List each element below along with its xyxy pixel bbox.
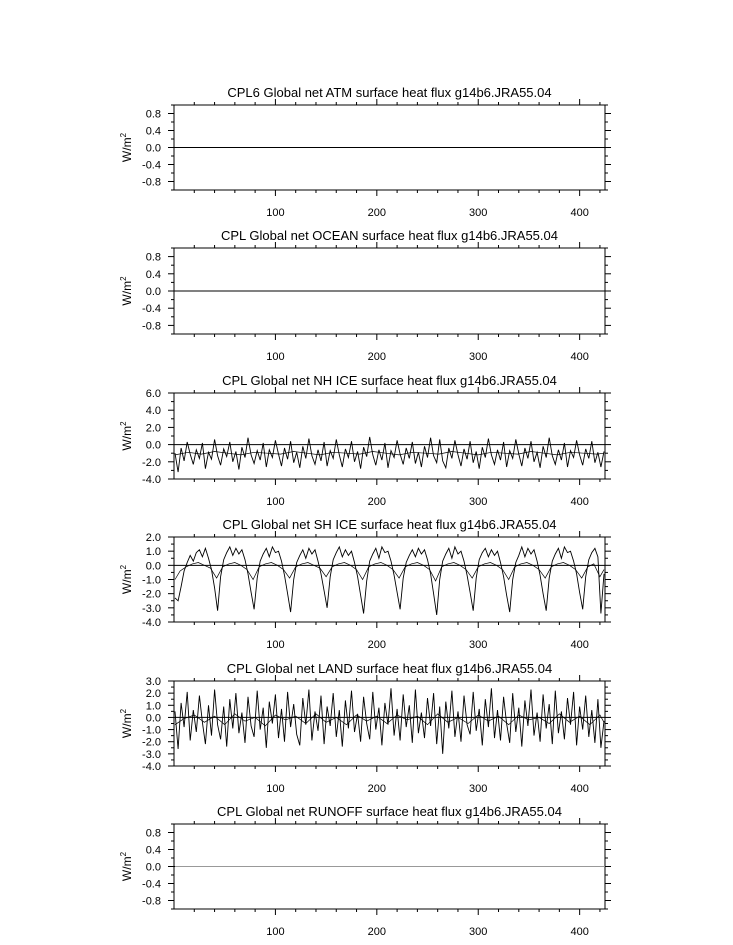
x-tick-label: 300 (469, 351, 488, 363)
y-tick-label: -1.0 (142, 574, 161, 587)
series-line-2 (175, 452, 604, 455)
x-tick-label: 200 (367, 496, 387, 508)
chart-title: CPL Global net RUNOFF surface heat flux g14b6.JRA55.04 (217, 804, 562, 819)
x-tick-label: 400 (570, 351, 589, 363)
y-axis-label-superscript: 2 (119, 851, 128, 857)
y-axis-label-superscript: 2 (119, 276, 128, 281)
y-axis-label-unit: W/m (120, 280, 134, 306)
y-axis-label-unit: W/m (120, 425, 134, 451)
y-axis-label (119, 276, 134, 306)
chart-panel-3 (119, 373, 611, 508)
y-tick-label: 2.0 (145, 688, 161, 701)
y-tick-label: -0.8 (142, 176, 161, 189)
x-tick-label: 400 (570, 496, 589, 508)
y-tick-label: 0.8 (145, 251, 161, 264)
x-tick-label: 100 (266, 351, 285, 363)
x-tick-label: 400 (570, 207, 589, 219)
y-tick-label: 0.0 (145, 142, 161, 155)
x-tick-label: 200 (367, 207, 387, 219)
chart-title: CPL Global net LAND surface heat flux g14b6.JRA55.04 (226, 661, 553, 676)
y-tick-label: 0.0 (145, 286, 161, 298)
y-tick-label: -2.0 (142, 736, 161, 749)
y-tick-label: -2.0 (142, 588, 161, 601)
y-axis-label (119, 421, 134, 451)
y-tick-label: 3.0 (145, 676, 161, 688)
x-tick-label: 100 (266, 496, 285, 508)
y-tick-label: -1.0 (142, 724, 161, 737)
series-line-2 (175, 714, 604, 726)
chart-title: CPL Global net NH ICE surface heat flux g14b6.JRA55.04 (222, 373, 557, 388)
y-tick-label: -3.0 (142, 602, 161, 615)
y-tick-label: -4.0 (142, 474, 161, 486)
x-tick-label: 300 (469, 926, 488, 938)
y-tick-label: -2.0 (142, 456, 161, 469)
chart-panel-6 (119, 804, 611, 938)
y-tick-label: -4.0 (142, 761, 161, 773)
y-axis-label-superscript: 2 (119, 132, 128, 138)
y-tick-label: -4.0 (142, 617, 161, 629)
x-tick-label: 200 (367, 639, 387, 651)
y-axis-label-unit: W/m (120, 137, 134, 163)
y-tick-label: 0.4 (145, 268, 161, 281)
y-tick-label: -3.0 (142, 748, 161, 761)
y-tick-label: 0.8 (145, 108, 161, 121)
y-tick-label: 0.0 (145, 861, 161, 874)
y-axis-label (119, 564, 134, 594)
y-axis-label-superscript: 2 (119, 421, 128, 426)
x-tick-label: 400 (570, 639, 589, 651)
x-tick-label: 300 (469, 783, 488, 795)
y-tick-label: -0.4 (142, 159, 161, 172)
y-axis-label (119, 132, 134, 162)
y-axis-label (119, 851, 134, 881)
x-tick-label: 100 (266, 783, 285, 795)
y-tick-label: 0.0 (145, 439, 161, 452)
y-tick-label: 2.0 (145, 532, 161, 544)
y-tick-label: 1.0 (145, 700, 161, 713)
y-tick-label: 0.8 (145, 827, 161, 840)
y-tick-label: 6.0 (145, 388, 161, 400)
series-line-1 (175, 547, 604, 615)
x-tick-label: 100 (266, 926, 285, 938)
x-tick-label: 400 (570, 926, 589, 938)
x-tick-label: 200 (367, 783, 387, 795)
y-axis-label-unit: W/m (120, 569, 134, 595)
chart-panel-2 (119, 228, 611, 363)
x-tick-label: 300 (469, 639, 488, 651)
y-axis-label-superscript: 2 (119, 564, 128, 570)
y-tick-label: 0.4 (145, 844, 161, 857)
y-tick-label: 2.0 (145, 422, 161, 435)
x-tick-label: 200 (367, 926, 387, 938)
chart-title: CPL Global net SH ICE surface heat flux g14b6.JRA55.04 (222, 517, 557, 532)
y-tick-label: -0.8 (142, 895, 161, 908)
chart-panel-4 (119, 517, 611, 651)
y-tick-label: 0.0 (145, 712, 161, 725)
chart-panel-1 (119, 85, 611, 219)
chart-title: CPL Global net OCEAN surface heat flux g14b6.JRA55.04 (221, 228, 558, 243)
y-axis-label (119, 708, 134, 738)
y-tick-label: 1.0 (145, 546, 161, 559)
y-axis-label-superscript: 2 (119, 708, 128, 714)
y-tick-label: -0.4 (142, 303, 161, 316)
x-tick-label: 200 (367, 351, 387, 363)
y-tick-label: -0.4 (142, 878, 161, 891)
y-tick-label: 0.4 (145, 125, 161, 138)
y-axis-label-unit: W/m (120, 713, 134, 739)
plot-frame (174, 681, 605, 766)
chart-panel-5 (119, 661, 611, 795)
y-axis-label-unit: W/m (120, 856, 134, 882)
y-tick-label: 0.0 (145, 560, 161, 573)
chart-title: CPL6 Global net ATM surface heat flux g14b6.JRA55.04 (227, 85, 552, 100)
x-tick-label: 100 (266, 639, 285, 651)
x-tick-label: 300 (469, 496, 488, 508)
x-tick-label: 100 (266, 207, 285, 219)
x-tick-label: 400 (570, 783, 589, 795)
y-tick-label: 4.0 (145, 405, 161, 418)
x-tick-label: 300 (469, 207, 488, 219)
y-tick-label: -0.8 (142, 320, 161, 333)
